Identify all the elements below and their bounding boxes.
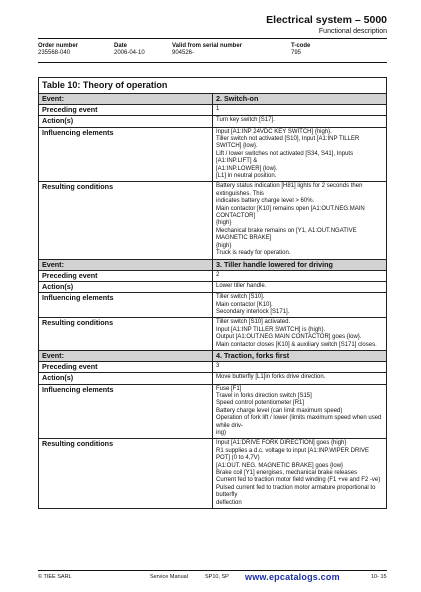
preceding-event-row [39, 270, 387, 281]
event-label: Event: [39, 94, 213, 105]
preceding-event-label: Preceding event [39, 270, 213, 281]
tcode-label: T-code [291, 43, 311, 49]
influencing-line: Fuse [F1] [216, 385, 242, 392]
actions-value [213, 116, 387, 127]
preceding-event-value: 3 [213, 362, 387, 373]
resulting-conditions-row [39, 439, 387, 509]
tcode-block [291, 43, 310, 56]
resulting-line: [A1:OUT. NEG. MAGNETIC BRAKE] goes {low} [216, 462, 344, 469]
actions-label: Action(s) [39, 373, 213, 384]
influencing-line: Speed control potentiometer [R1] [216, 400, 305, 407]
resulting-line: Truck is ready for operation. [216, 250, 291, 257]
actions-row [39, 281, 387, 292]
resulting-line: Mechanical brake remains on [Y1, A1:OUT.NGATIVE MAGNETIC BRAKE] [216, 227, 357, 242]
resulting-conditions-value [213, 439, 387, 509]
event-row [39, 259, 387, 270]
event-value: 3. Tiller handle lowered for driving [213, 259, 387, 270]
event-value: 2. Switch-on [213, 94, 387, 105]
resulting-line: Main contactor [K10] remains open [A1:OUT.NEG.MAIN CONTACTOR] [216, 205, 365, 220]
actions-line: Turn key switch [S17]. [216, 117, 275, 124]
preceding-event-label: Preceding event [39, 362, 213, 373]
footer-company: © TIEE SARL [38, 574, 72, 580]
resulting-conditions-row [39, 182, 387, 259]
preceding-event-label: Preceding event [39, 105, 213, 116]
document-title: Electrical system – 5000 [266, 14, 387, 26]
influencing-line: [L1] in neutral position. [216, 173, 277, 180]
serial-value: 904526- [172, 50, 195, 56]
influencing-elements-row [39, 127, 387, 182]
resulting-line: Input [A1:INP TILLER SWITCH] is {high}. [216, 326, 326, 333]
theory-of-operation-table [38, 77, 387, 509]
date-value: 2006-04-10 [114, 50, 145, 56]
serial-block [172, 43, 242, 56]
influencing-elements-label: Influencing elements [39, 127, 213, 182]
preceding-event-row [39, 362, 387, 373]
order-number-label: Order number [38, 43, 79, 49]
meta-divider [38, 62, 387, 63]
influencing-line: Operation of fork lift / lower (limits maximum speed when used while driv- [216, 415, 382, 429]
influencing-elements-label: Influencing elements [39, 293, 213, 318]
actions-row [39, 373, 387, 384]
resulting-line: {high} [216, 220, 232, 227]
preceding-event-value: 2 [213, 270, 387, 281]
resulting-line: Battery status indication [H81] lights for 2 seconds then extinguishes. This [216, 183, 363, 197]
influencing-line: Travel in forks direction switch [S15] [216, 392, 312, 399]
resulting-line: indicates battery charge level > 60%. [216, 198, 315, 205]
actions-label: Action(s) [39, 116, 213, 127]
resulting-conditions-label: Resulting conditions [39, 318, 213, 351]
actions-label: Action(s) [39, 281, 213, 292]
influencing-line: Main contactor [K10]. [216, 301, 273, 308]
footer-page-number: 10- 15 [371, 574, 387, 580]
actions-row [39, 116, 387, 127]
actions-line: Lower tiller handle. [216, 282, 267, 289]
table-title-row [39, 78, 387, 94]
influencing-line: Battery charge level (can limit maximum speed) [216, 407, 343, 414]
influencing-line: Secondary interlock [S171]. [216, 308, 290, 315]
event-label: Event: [39, 350, 213, 361]
actions-value [213, 281, 387, 292]
resulting-conditions-value [213, 182, 387, 259]
influencing-elements-row [39, 293, 387, 318]
actions-line: Move butterfly [L1]in forks drive direction. [216, 374, 326, 381]
actions-value [213, 373, 387, 384]
preceding-event-value: 1 [213, 105, 387, 116]
serial-label: Valid from serial number [172, 43, 243, 49]
influencing-line: [A1:INP.LOWER] {low}. [216, 165, 278, 172]
footer-models: SP10, SP [205, 574, 229, 580]
influencing-line: Tiller switch not activated [S10], Input [A1:INP TILLER SWITCH] {low}. [216, 136, 360, 150]
influencing-elements-label: Influencing elements [39, 384, 213, 439]
event-label: Event: [39, 259, 213, 270]
resulting-conditions-label: Resulting conditions [39, 439, 213, 509]
resulting-line: deflection [216, 499, 242, 506]
resulting-conditions-label: Resulting conditions [39, 182, 213, 259]
order-number-value: 235568-040 [38, 50, 71, 56]
event-row [39, 350, 387, 361]
resulting-line: R1 supplies a d.c. voltage to input [A1:INP.WIPER DRIVE POT] (0 to 4,7V) [216, 447, 369, 462]
influencing-elements-value [213, 127, 387, 182]
influencing-elements-value [213, 384, 387, 439]
resulting-line: {high} [216, 242, 232, 249]
resulting-line: Main contactor closes [K10] & auxiliary switch [S171] closes. [216, 341, 377, 348]
date-label: Date [114, 43, 128, 49]
event-value: 4. Traction, forks first [213, 350, 387, 361]
influencing-line: Input [A1:INP 24VDC KEY SWITCH] {high}. [216, 128, 332, 135]
resulting-conditions-value [213, 318, 387, 351]
resulting-conditions-row [39, 318, 387, 351]
date-block [114, 43, 145, 56]
event-row [39, 94, 387, 105]
influencing-line: Tiller switch [S10]. [216, 294, 265, 301]
preceding-event-row [39, 105, 387, 116]
resulting-line: Current fed to traction motor field winding (F1 +ve and F2 -ve) [216, 477, 381, 484]
resulting-line: Tiller switch [S10] activated. [216, 319, 291, 326]
influencing-elements-row [39, 384, 387, 439]
resulting-line: Brake coil [Y1] energises, mechanical brake releases [216, 470, 358, 477]
document-subtitle: Functional description [318, 28, 387, 35]
resulting-line: Pulsed current fed to traction motor armature proportional to butterfly [216, 484, 376, 499]
footer-divider [38, 570, 387, 571]
footer-manual: Service Manual [150, 574, 188, 580]
influencing-line: ing) [216, 430, 227, 437]
table-title: Table 10: Theory of operation [39, 78, 387, 94]
tcode-value: 795 [291, 50, 302, 56]
watermark-link[interactable]: www.epcatalogs.com [245, 572, 340, 582]
influencing-elements-value [213, 293, 387, 318]
resulting-line: Output [A1:OUT.NEG MAIN CONTACTOR] goes {low}. [216, 334, 362, 341]
order-number-block [38, 43, 78, 56]
influencing-line: Lift / lower switches not activated [S34, S41], Inputs [A1:INP.LIFT] & [216, 150, 354, 165]
resulting-line: Input [A1:DRIVE FORK DIRECTION] goes {high} [216, 440, 347, 447]
header-divider [38, 38, 387, 39]
